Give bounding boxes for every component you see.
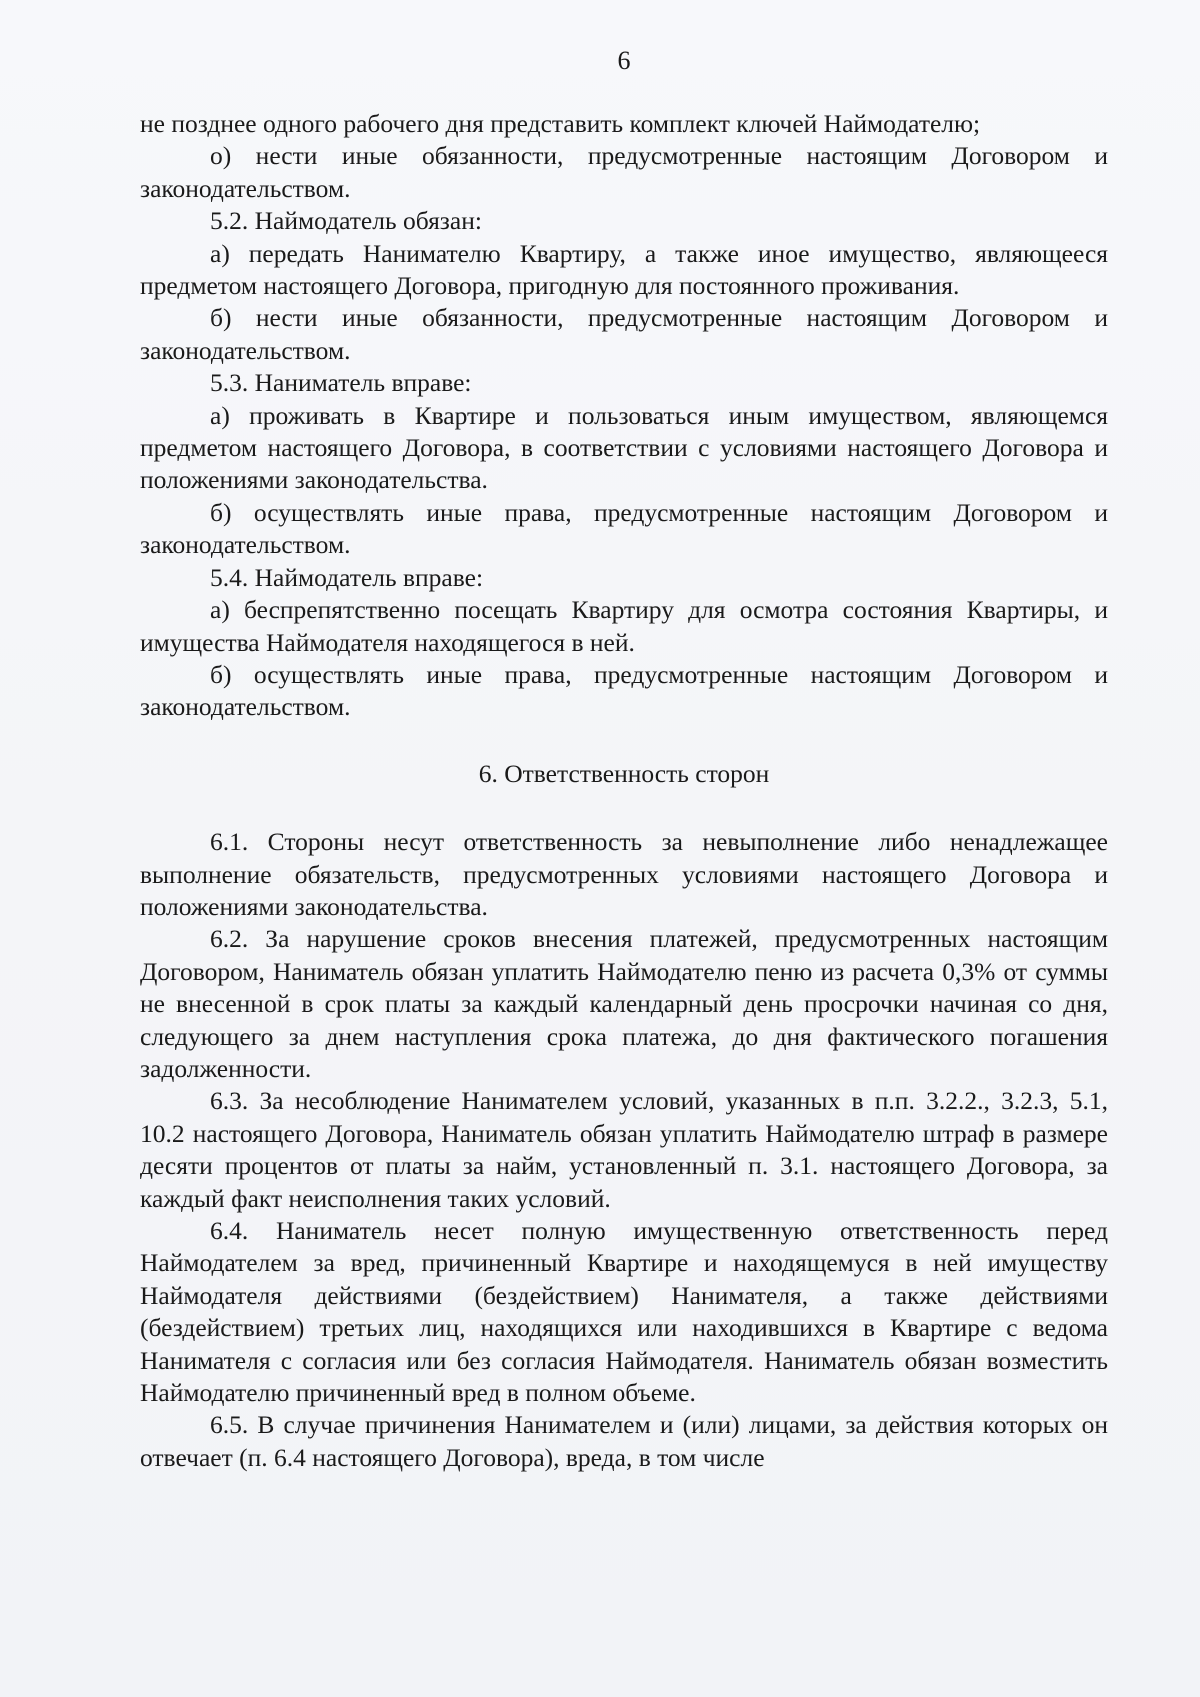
paragraph-cont: не позднее одного рабочего дня представить комплект ключей Наймодателю; — [140, 109, 981, 138]
paragraph-6-1: 6.1. Стороны несут ответственность за невыполнение либо ненадлежащее выполнение обязательств, предусмотренных условиями настоящего Договора и положениями законодательства. — [140, 827, 1108, 921]
document-body — [140, 108, 1108, 1474]
paragraph-o: о) нести иные обязанности, предусмотренные настоящим Договором и законодательством. — [140, 141, 1108, 203]
paragraph-6-2: 6.2. За нарушение сроков внесения платежей, предусмотренных настоящим Договором, Наниматель обязан уплатить Наймодателю пеню из расчета 0,3% от суммы не внесенной в срок платы за каждый календарный день просрочки начиная со дня, следующего за днем наступления срока платежа, до дня фактического погашения задолженности. — [140, 924, 1108, 1083]
paragraph-5-4-a: а) беспрепятственно посещать Квартиру для осмотра состояния Квартиры, и имущества Наймодателя находящегося в ней. — [140, 595, 1108, 657]
paragraph-5-3-a: а) проживать в Квартире и пользоваться иным имуществом, являющемся предметом настоящего Договора, в соответствии с условиями настоящего Договора и положениями законодательства. — [140, 400, 1108, 495]
paragraph-6-3: 6.3. За несоблюдение Нанимателем условий, указанных в п.п. 3.2.2., 3.2.3, 5.1, 10.2 настоящего Договора, Наниматель обязан уплатить Наймодателю штраф в размере десяти процентов от платы за найм, установленный п. 3.1. настоящего Договора, за каждый факт неисполнения таких условий. — [140, 1086, 1108, 1213]
page-number: 6 — [617, 46, 631, 75]
paragraph-6-5: 6.5. В случае причинения Нанимателем и (или) лицами, за действия которых он отвечает (п. 6.4 настоящего Договора), вреда, в том числе — [140, 1410, 1108, 1472]
paragraph-5-4-b: б) осуществлять иные права, предусмотренные настоящим Договором и законодательством. — [140, 659, 1108, 722]
paragraph-5-3: 5.3. Наниматель вправе: — [210, 368, 472, 398]
paragraphs-section-6 — [140, 826, 1108, 1474]
paragraphs-before-section — [140, 108, 1108, 724]
section-heading: 6. Ответственность сторон — [478, 758, 770, 788]
paragraph-5-2: 5.2. Наймодатель обязан: — [210, 206, 482, 236]
paragraph-5-3-b: б) осуществлять иные права, предусмотренные настоящим Договором и законодательством. — [140, 497, 1108, 560]
paragraph-5-4: 5.4. Наймодатель вправе: — [210, 562, 484, 592]
paragraph-5-2-a: а) передать Нанимателю Квартиру, а также иное имущество, являющееся предметом настоящего Договора, пригодную для постоянного проживания. — [140, 238, 1108, 301]
paragraph-6-4: 6.4. Наниматель несет полную имущественную ответственность перед Наймодателем за вред, причиненный Квартире и находящемуся в ней имуществу Наймодателя действиями (бездействием) Нанимателя, а также действиями (бездействием) третьих лиц, находящихся или находившихся в Квартире с ведома Нанимателя с согласия или без согласия Наймодателя. Наниматель обязан возместить Наймодателю причиненный вред в полном объеме. — [140, 1216, 1108, 1408]
paragraph-5-2-b: б) нести иные обязанности, предусмотренные настоящим Договором и законодательством. — [140, 303, 1108, 365]
